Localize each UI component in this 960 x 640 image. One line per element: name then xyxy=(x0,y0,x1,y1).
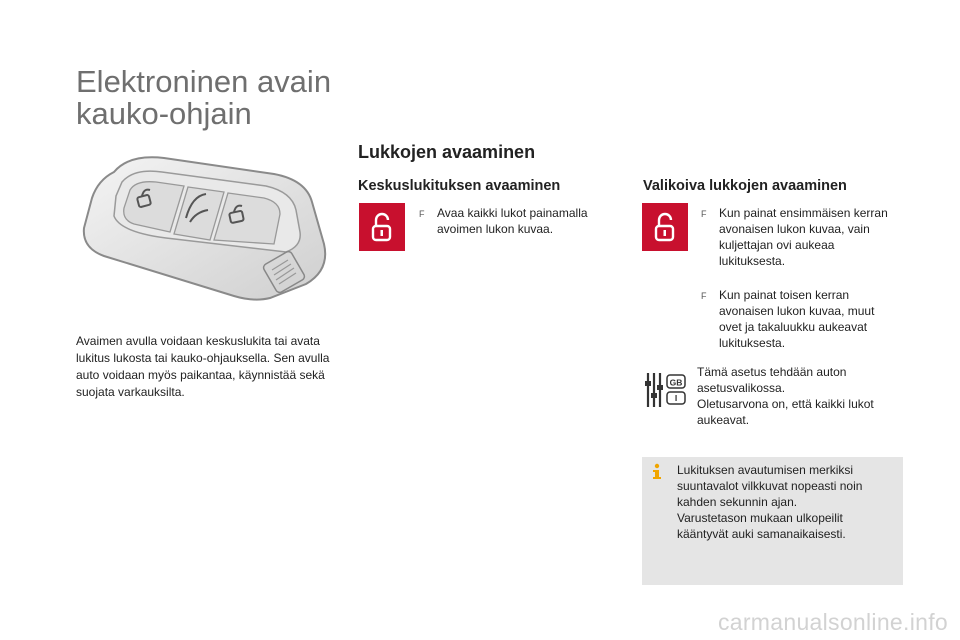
page-title-line1: Elektroninen avain xyxy=(76,64,332,99)
selective-first-press-text: Kun painat ensimmäisen kerran avonaisen lukon kuvaa, vain kuljettajan ovi aukeaa lukituksesta. xyxy=(719,206,888,268)
info-icon xyxy=(650,463,664,479)
bullet-mark: F xyxy=(701,209,707,219)
section-heading: Lukkojen avaaminen xyxy=(358,142,536,162)
settings-badge-top: GB xyxy=(669,377,683,388)
open-padlock-icon xyxy=(642,203,688,251)
info-text-line1: Lukituksen avautumisen merkiksi suuntavalot vilkkuvat nopeasti noin kahden sekunnin ajan. xyxy=(677,463,863,509)
central-unlock-instruction xyxy=(419,205,599,237)
settings-badge-bottom: I xyxy=(674,393,678,403)
page-title-line2: kauko-ohjain xyxy=(76,96,252,131)
central-unlock-heading: Keskuslukituksen avaaminen xyxy=(358,178,561,194)
bullet-mark: F xyxy=(701,291,707,301)
central-unlock-text: Avaa kaikki lukot painamalla avoimen lukon kuvaa. xyxy=(437,206,588,236)
selective-second-press xyxy=(701,287,891,351)
settings-note xyxy=(697,364,897,428)
selective-first-press xyxy=(701,205,891,269)
remote-key-illustration xyxy=(74,152,334,302)
info-text-line2: Varustetason mukaan ulkopeilit kääntyvät auki samanaikaisesti. xyxy=(677,511,846,541)
bullet-mark: F xyxy=(419,209,425,219)
open-padlock-icon xyxy=(359,203,405,251)
settings-note-line1: Tämä asetus tehdään auton asetusvalikossa. xyxy=(697,365,847,395)
intro-paragraph: Avaimen avulla voidaan keskuslukita tai avata lukitus lukosta tai kauko-ohjauksella. Sen avulla auto voidaan myös paikantaa, käynnistää sekä suojata varkauksilta. xyxy=(76,334,330,399)
page-title xyxy=(76,66,331,130)
settings-sliders-icon xyxy=(643,367,687,411)
selective-second-press-text: Kun painat toisen kerran avonaisen lukon kuvaa, muut ovet ja takaluukku aukeavat lukituksesta. xyxy=(719,288,875,350)
selective-unlock-heading: Valikoiva lukkojen avaaminen xyxy=(643,178,847,194)
settings-note-line2: Oletusarvona on, että kaikki lukot aukeavat. xyxy=(697,397,874,427)
watermark: carmanualsonline.info xyxy=(717,609,948,635)
info-text xyxy=(677,462,892,542)
